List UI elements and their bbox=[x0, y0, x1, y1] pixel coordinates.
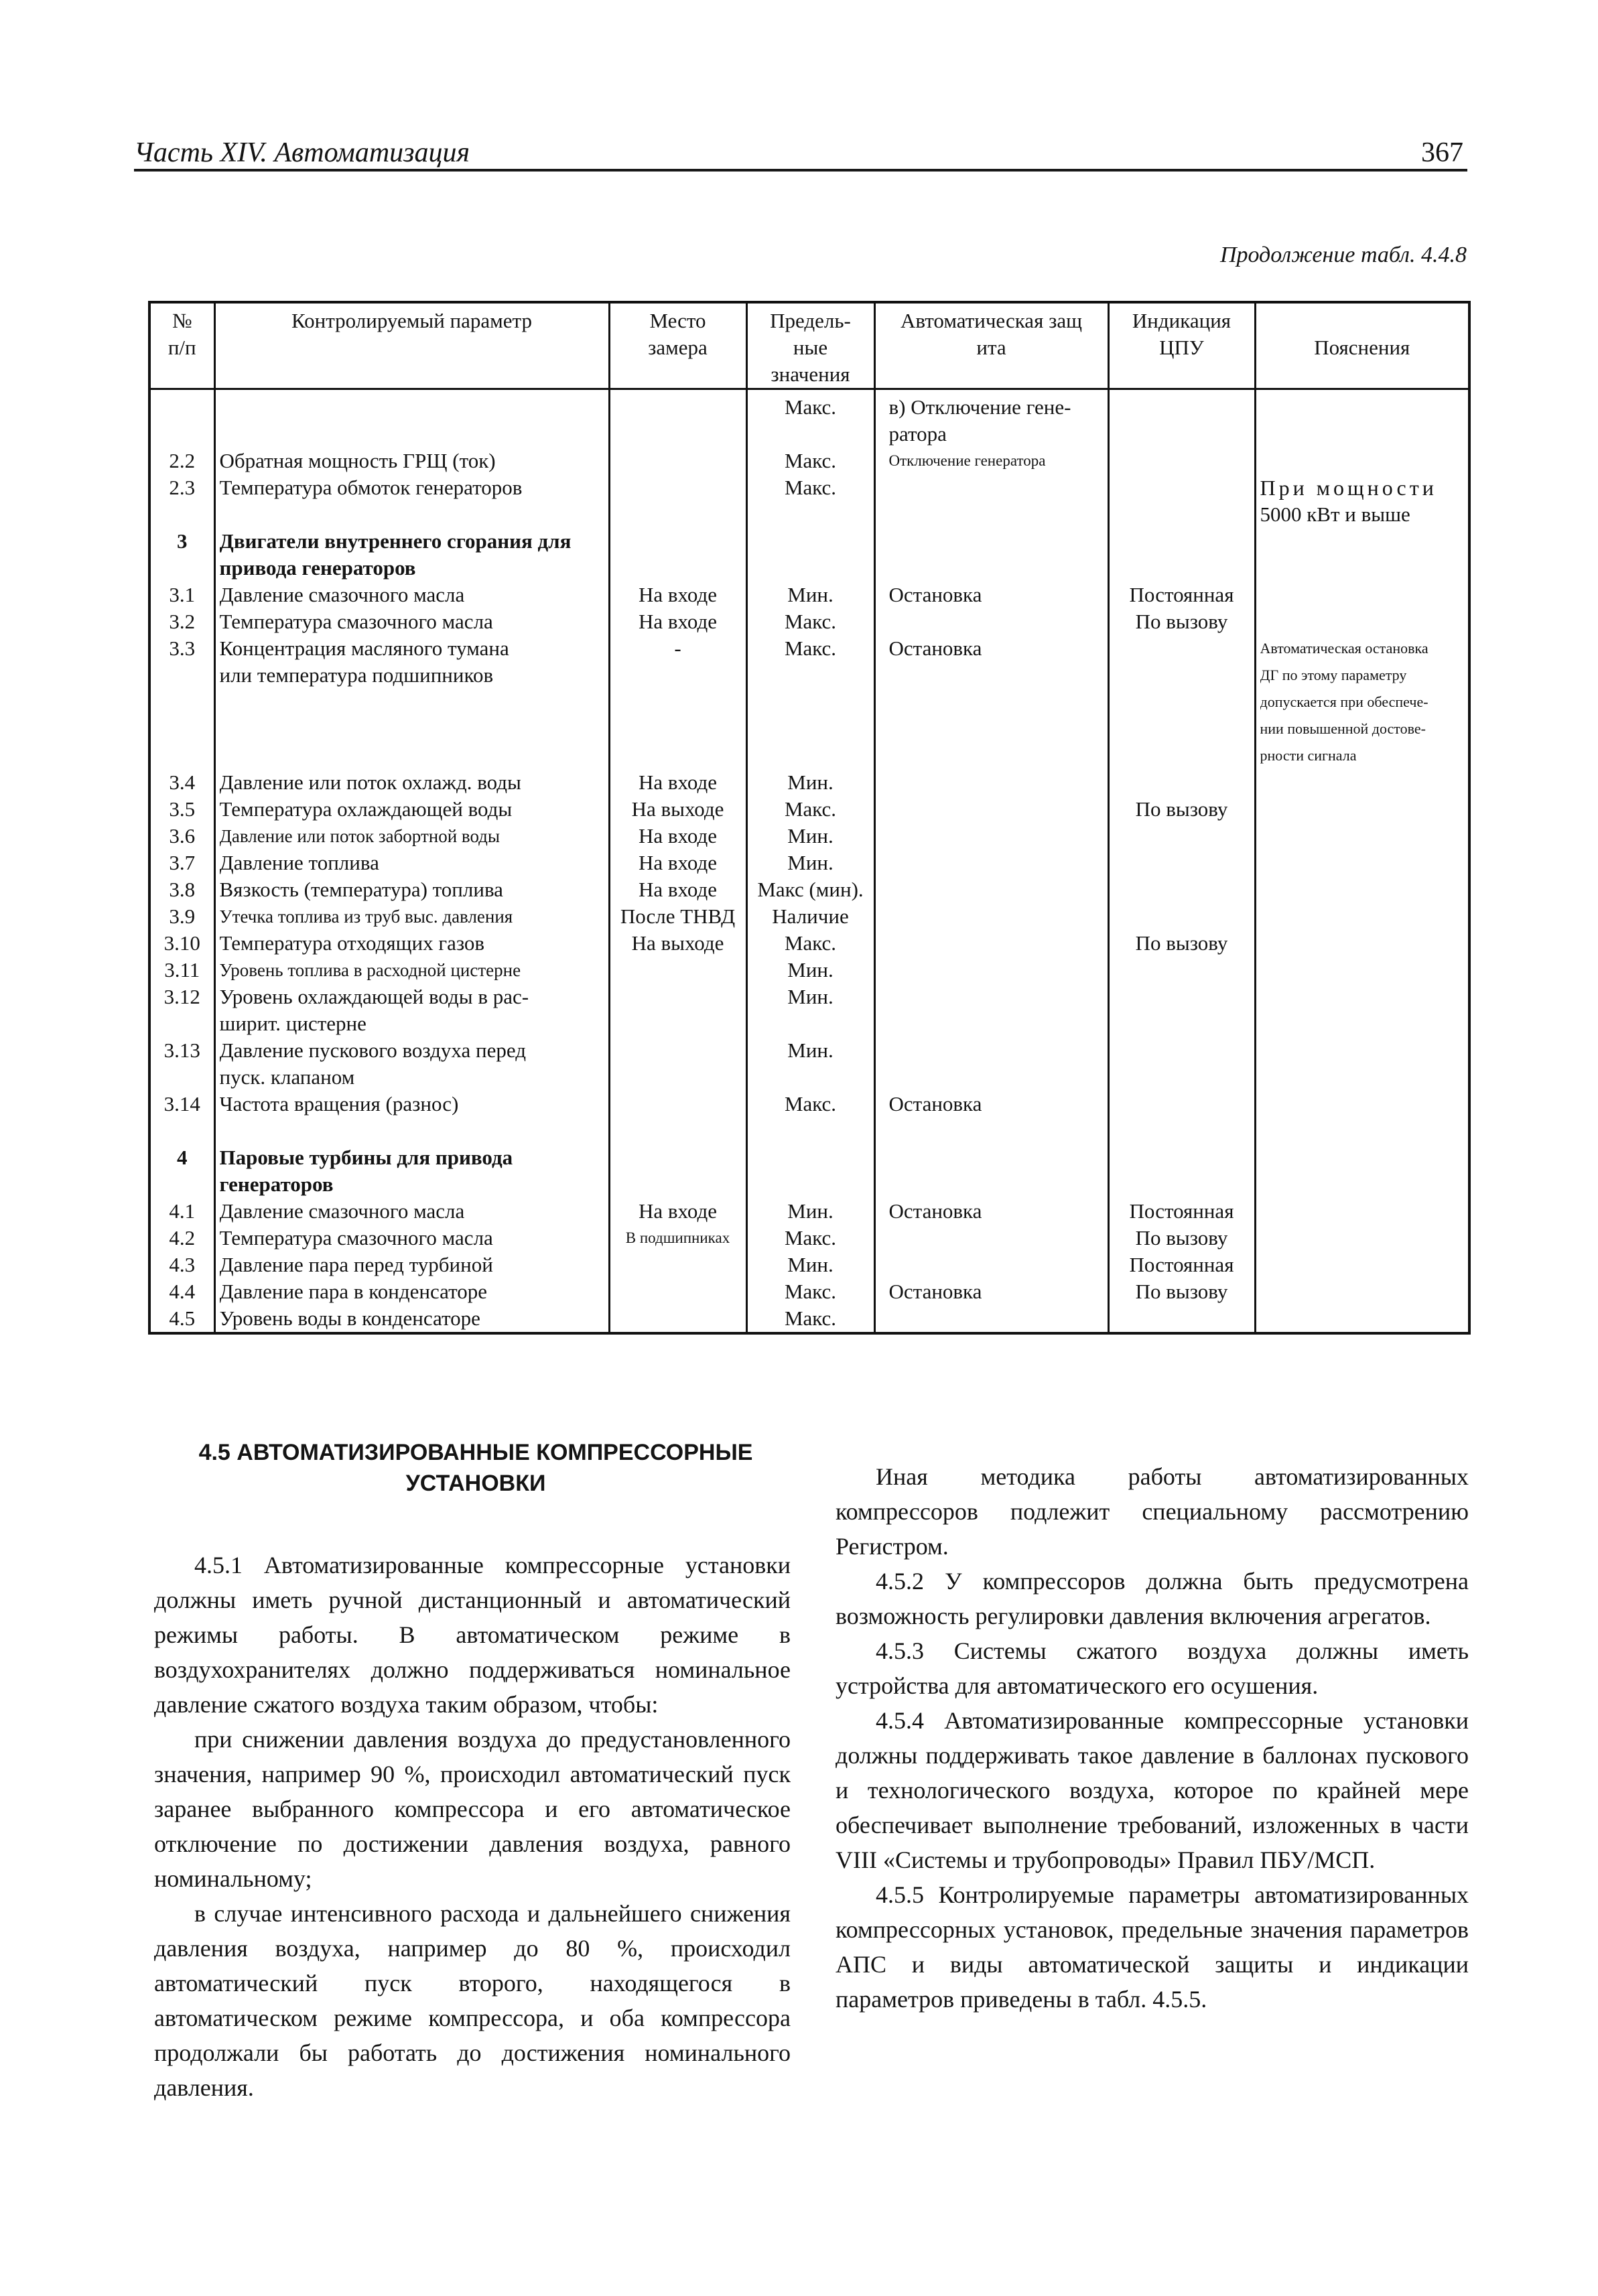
col4-line bbox=[752, 421, 870, 448]
col3-line bbox=[614, 957, 742, 984]
col3-line: На входе bbox=[639, 1199, 717, 1223]
col7-line bbox=[1260, 1091, 1465, 1118]
col2-line bbox=[220, 716, 604, 742]
col7-line bbox=[1260, 555, 1465, 582]
col3-line bbox=[614, 984, 742, 1010]
col2-line: Двигатели внутреннего сгорания для bbox=[219, 529, 572, 553]
page-header bbox=[134, 134, 1467, 172]
paragraph-4-5-1: 4.5.1 Автоматизированные компрессорные установки должны иметь ручной дистанционный и автоматический режимы работы. В автоматическом режиме в воздухохранителях должно поддерживаться номинальное давление сжатого воздуха таким образом, чтобы: bbox=[154, 1552, 791, 1718]
col7-line bbox=[1260, 1225, 1465, 1252]
col4-line bbox=[752, 1118, 870, 1144]
col3-line bbox=[614, 1037, 742, 1064]
col4-line bbox=[752, 501, 870, 528]
col2-line: Уровень топлива в расходной цистерне bbox=[219, 960, 521, 980]
col3-line: - bbox=[674, 636, 681, 660]
col4-line: Мин. bbox=[787, 1199, 834, 1223]
col2-line bbox=[220, 1118, 604, 1144]
col5-line bbox=[889, 930, 1104, 957]
col7-line bbox=[1260, 823, 1465, 850]
col3-line: В подшипниках bbox=[625, 1229, 730, 1246]
table-continuation-note: Продолжение табл. 4.4.8 bbox=[1219, 243, 1467, 267]
col1-line: 3.5 bbox=[169, 797, 196, 821]
col2-line bbox=[220, 394, 604, 421]
section-title: 4.5 АВТОМАТИЗИРОВАННЫЕ КОМПРЕССОРНЫЕ УСТАНОВКИ bbox=[198, 1440, 753, 1496]
col1-line: 3.3 bbox=[169, 636, 196, 660]
col5-line bbox=[889, 957, 1104, 984]
col3-line bbox=[614, 1305, 742, 1332]
col6-line bbox=[1114, 1171, 1250, 1198]
col2-line: привода генераторов bbox=[219, 556, 416, 580]
col5-line: Остановка bbox=[888, 1199, 982, 1223]
col2-line: Давление или поток забортной воды bbox=[219, 826, 501, 846]
col1-line: 4.5 bbox=[169, 1306, 196, 1330]
col4-line bbox=[752, 662, 870, 689]
col6-line bbox=[1114, 903, 1250, 930]
col5-line bbox=[889, 689, 1104, 716]
col4-line: Мин. bbox=[787, 851, 834, 874]
column-limit bbox=[746, 389, 874, 1334]
col7-line: рности сигнала bbox=[1260, 747, 1357, 764]
col3-line bbox=[614, 394, 742, 421]
col1-line bbox=[155, 742, 210, 769]
col1-line: 3.11 bbox=[164, 958, 200, 982]
col2-line: Давление пара в конденсаторе bbox=[219, 1280, 487, 1303]
col4-line: Макс. bbox=[784, 636, 837, 660]
col1-line: 3.8 bbox=[169, 878, 196, 901]
col6-line bbox=[1114, 1305, 1250, 1332]
col1-line: 3.13 bbox=[163, 1038, 200, 1062]
col7-line: ДГ по этому параметру bbox=[1260, 667, 1407, 683]
col6-line bbox=[1114, 823, 1250, 850]
col3-line: На входе bbox=[639, 770, 717, 794]
col1-line bbox=[155, 555, 210, 582]
col2-line: ширит. цистерне bbox=[219, 1012, 367, 1035]
col3-line bbox=[614, 1171, 742, 1198]
col5-line bbox=[889, 823, 1104, 850]
col4-line: Макс. bbox=[784, 476, 837, 499]
col5-line bbox=[889, 1305, 1104, 1332]
col1-line: 3.2 bbox=[169, 610, 196, 633]
col6-line: По вызову bbox=[1135, 797, 1228, 821]
col2-line bbox=[220, 689, 604, 716]
col7-line: нии повышенной достове- bbox=[1260, 720, 1426, 737]
col5-line bbox=[889, 501, 1104, 528]
col2-line: Температура отходящих газов bbox=[219, 931, 485, 955]
col1-line: 3.4 bbox=[169, 770, 196, 794]
col6-line bbox=[1114, 716, 1250, 742]
col2-line: Утечка топлива из труб выс. давления bbox=[219, 906, 513, 927]
col1-line: 2.3 bbox=[169, 476, 196, 499]
col4-line bbox=[752, 1144, 870, 1171]
col5-line: Остановка bbox=[888, 1280, 982, 1303]
col1-line bbox=[155, 716, 210, 742]
col1-line: 2.2 bbox=[169, 449, 196, 472]
column-indication bbox=[1108, 389, 1255, 1334]
header-param: Контролируемый параметр bbox=[214, 302, 609, 389]
col7-line bbox=[1260, 1198, 1465, 1225]
col7-line bbox=[1260, 1010, 1465, 1037]
col6-line: По вызову bbox=[1135, 931, 1228, 955]
col4-line: Макс (мин). bbox=[757, 878, 864, 901]
parameters-table bbox=[148, 301, 1471, 1335]
col5-line bbox=[889, 1118, 1104, 1144]
header-notes: Пояснения bbox=[1255, 302, 1469, 389]
col1-line: 4.1 bbox=[169, 1199, 196, 1223]
col5-line bbox=[889, 1037, 1104, 1064]
col4-line: Мин. bbox=[787, 958, 834, 982]
col7-line bbox=[1260, 1144, 1465, 1171]
col3-line bbox=[614, 474, 742, 501]
col7-line bbox=[1260, 421, 1465, 448]
col2-line: Давление или поток охлажд. воды bbox=[219, 770, 521, 794]
col3-line bbox=[614, 1278, 742, 1305]
col7-line bbox=[1260, 1118, 1465, 1144]
col5-line bbox=[889, 1225, 1104, 1252]
col3-line: На входе bbox=[639, 610, 717, 633]
col3-line bbox=[614, 689, 742, 716]
col1-line: 3.7 bbox=[169, 851, 196, 874]
col6-line bbox=[1114, 1118, 1250, 1144]
col4-line: Макс. bbox=[784, 1306, 837, 1330]
col6-line: По вызову bbox=[1135, 1280, 1228, 1303]
col2-line: Температура смазочного масла bbox=[219, 610, 493, 633]
col5-line bbox=[889, 769, 1104, 796]
col2-line: Давление пара перед турбиной bbox=[219, 1253, 493, 1276]
col1-line bbox=[155, 1171, 210, 1198]
col3-line: На выходе bbox=[631, 797, 724, 821]
col6-line bbox=[1114, 1144, 1250, 1171]
col4-line bbox=[752, 528, 870, 555]
col1-line: 4.4 bbox=[169, 1280, 196, 1303]
col6-line: По вызову bbox=[1135, 1226, 1228, 1250]
col6-line bbox=[1114, 1010, 1250, 1037]
col3-line: На входе bbox=[639, 824, 717, 848]
col5-line bbox=[889, 1144, 1104, 1171]
col5-line: Остановка bbox=[888, 636, 982, 660]
col4-line bbox=[752, 742, 870, 769]
col2-line: Температура охлаждающей воды bbox=[219, 797, 513, 821]
col7-line: Автоматическая остановка bbox=[1260, 640, 1428, 657]
paragraph-other-method: Иная методика работы автоматизированных компрессоров подлежит специальному рассмотрению Регистром. bbox=[836, 1463, 1469, 1560]
col4-line: Мин. bbox=[787, 1038, 834, 1062]
col6-line: Постоянная bbox=[1129, 583, 1234, 606]
col3-line bbox=[614, 1010, 742, 1037]
col5-line: Остановка bbox=[888, 583, 982, 606]
col2-line: или температура подшипников bbox=[219, 663, 494, 687]
col6-line bbox=[1114, 474, 1250, 501]
col7-line bbox=[1260, 957, 1465, 984]
col5-line bbox=[889, 1252, 1104, 1278]
col7-line bbox=[1260, 850, 1465, 876]
table-header-row bbox=[149, 302, 1469, 389]
col7-line bbox=[1260, 1278, 1465, 1305]
col6-line bbox=[1114, 501, 1250, 528]
col6-line bbox=[1114, 1064, 1250, 1091]
col5-line: ратора bbox=[888, 422, 947, 446]
running-title: Часть XIV. Автоматизация bbox=[134, 137, 470, 168]
left-column-text bbox=[154, 1548, 791, 2105]
col5-line bbox=[889, 1171, 1104, 1198]
col1-line: 4 bbox=[177, 1146, 188, 1169]
col2-line: Давление пускового воздуха перед bbox=[219, 1038, 526, 1062]
col5-line bbox=[889, 1064, 1104, 1091]
col1-line bbox=[155, 394, 210, 421]
col2-line bbox=[220, 421, 604, 448]
col7-line bbox=[1260, 394, 1465, 421]
col6-line: Постоянная bbox=[1129, 1253, 1234, 1276]
col3-line bbox=[614, 1064, 742, 1091]
col7-line: допускается при обеспече- bbox=[1260, 693, 1428, 710]
col2-line: Уровень охлаждающей воды в рас- bbox=[219, 985, 529, 1008]
col2-line bbox=[220, 501, 604, 528]
col5-line bbox=[889, 716, 1104, 742]
col1-line: 3.10 bbox=[163, 931, 200, 955]
col5-line bbox=[889, 903, 1104, 930]
col1-line bbox=[155, 662, 210, 689]
col7-line bbox=[1260, 1305, 1465, 1332]
col7-line bbox=[1260, 528, 1465, 555]
col6-line bbox=[1114, 957, 1250, 984]
col4-line: Макс. bbox=[784, 395, 837, 419]
col4-line: Наличие bbox=[772, 904, 849, 928]
column-number bbox=[149, 389, 214, 1334]
col3-line bbox=[614, 716, 742, 742]
header-limit: Предель- ные значения bbox=[746, 302, 874, 389]
col4-line: Макс. bbox=[784, 1226, 837, 1250]
col5-line bbox=[889, 474, 1104, 501]
col7-line bbox=[1260, 796, 1465, 823]
col4-line bbox=[752, 716, 870, 742]
col4-line: Мин. bbox=[787, 985, 834, 1008]
col3-line bbox=[614, 1252, 742, 1278]
column-parameter bbox=[214, 389, 609, 1334]
col1-line: 3.6 bbox=[169, 824, 196, 848]
col3-line bbox=[614, 421, 742, 448]
col4-line bbox=[752, 1064, 870, 1091]
paragraph-4-5-2: 4.5.2 У компрессоров должна быть предусмотрена возможность регулировки давления включения агрегатов. bbox=[836, 1568, 1469, 1629]
col4-line bbox=[752, 1010, 870, 1037]
col1-line: 3.14 bbox=[163, 1092, 200, 1116]
col6-line bbox=[1114, 394, 1250, 421]
col5-line bbox=[889, 796, 1104, 823]
col2-line: Уровень воды в конденсаторе bbox=[219, 1306, 480, 1330]
col1-line bbox=[155, 501, 210, 528]
col7-line bbox=[1260, 769, 1465, 796]
col6-line bbox=[1114, 662, 1250, 689]
col3-line bbox=[614, 1091, 742, 1118]
paragraph-4-5-1-b: в случае интенсивного расхода и дальнейшего снижения давления воздуха, например до 80 %, происходил автоматический пуск второго, находящегося в автоматическом режиме компрессора, и оба компрессора продолжали бы работать до достижения номинального давления. bbox=[154, 1900, 791, 2101]
col5-line bbox=[889, 984, 1104, 1010]
col6-line: Постоянная bbox=[1129, 1199, 1234, 1223]
col1-line bbox=[155, 421, 210, 448]
col5-line bbox=[889, 528, 1104, 555]
col6-line bbox=[1114, 528, 1250, 555]
col2-line: Давление смазочного масла bbox=[219, 1199, 465, 1223]
col2-line: генераторов bbox=[219, 1172, 334, 1196]
col3-line bbox=[614, 448, 742, 474]
col2-line: Температура обмоток генераторов bbox=[219, 476, 523, 499]
paragraph-4-5-3: 4.5.3 Системы сжатого воздуха должны иметь устройства для автоматического его осушения. bbox=[836, 1637, 1469, 1699]
col3-line bbox=[614, 501, 742, 528]
col4-line bbox=[752, 555, 870, 582]
col1-line bbox=[155, 1010, 210, 1037]
page-number: 367 bbox=[1421, 137, 1463, 168]
col4-line bbox=[752, 1171, 870, 1198]
paragraph-4-5-5: 4.5.5 Контролируемые параметры автоматизированных компрессорных установок, предельные значения параметров АПС и виды автоматической защиты и индикации параметров приведены в табл. 4.5.5. bbox=[836, 1881, 1469, 2013]
col6-line: По вызову bbox=[1135, 610, 1228, 633]
col1-line bbox=[155, 689, 210, 716]
col6-line bbox=[1114, 555, 1250, 582]
col7-line bbox=[1260, 1064, 1465, 1091]
col4-line: Макс. bbox=[784, 1280, 837, 1303]
col7-line bbox=[1260, 608, 1465, 635]
col6-line bbox=[1114, 742, 1250, 769]
col1-line: 4.2 bbox=[169, 1226, 196, 1250]
col7-line: При мощности bbox=[1260, 476, 1437, 500]
col4-line: Мин. bbox=[787, 1253, 834, 1276]
table-body bbox=[149, 389, 1469, 1334]
col7-line bbox=[1260, 1252, 1465, 1278]
col2-line: Обратная мощность ГРЩ (ток) bbox=[219, 449, 496, 472]
col1-line: 4.3 bbox=[169, 1253, 196, 1276]
col2-line: Давление топлива bbox=[219, 851, 379, 874]
col7-line bbox=[1260, 1171, 1465, 1198]
paragraph-4-5-4: 4.5.4 Автоматизированные компрессорные установки должны поддерживать такое давление в баллонах пускового и технологического воздуха, которое по крайней мере обеспечивает выполнение требований, изложенных в части VIII «Системы и трубопроводы» Правил ПБУ/МСП. bbox=[836, 1707, 1469, 1873]
col2-line bbox=[220, 742, 604, 769]
col3-line bbox=[614, 555, 742, 582]
right-column-text bbox=[836, 1459, 1469, 2017]
col5-line bbox=[889, 876, 1104, 903]
col4-line: Макс. bbox=[784, 797, 837, 821]
col3-line: После ТНВД bbox=[620, 904, 736, 928]
header-indication: Индикация ЦПУ bbox=[1108, 302, 1255, 389]
col4-line: Макс. bbox=[784, 1092, 837, 1116]
col1-line: 3.9 bbox=[169, 904, 196, 928]
col3-line bbox=[614, 742, 742, 769]
header-num: № п/п bbox=[149, 302, 214, 389]
col7-line bbox=[1260, 1037, 1465, 1064]
col3-line bbox=[614, 1144, 742, 1171]
col5-line: в) Отключение гене- bbox=[888, 395, 1071, 419]
column-notes bbox=[1255, 389, 1469, 1334]
paragraph-4-5-1-a: при снижении давления воздуха до предустановленного значения, например 90 %, происходил автоматический пуск заранее выбранного компрессора и его автоматическое отключение по достижении давления воздуха, равного номинальному; bbox=[154, 1726, 791, 1892]
col2-line: Частота вращения (разнос) bbox=[219, 1092, 459, 1116]
col1-line: 3.1 bbox=[169, 583, 196, 606]
col5-line bbox=[889, 608, 1104, 635]
col7-line bbox=[1260, 903, 1465, 930]
col7-line bbox=[1260, 582, 1465, 608]
col6-line bbox=[1114, 769, 1250, 796]
col4-line bbox=[752, 689, 870, 716]
col6-line bbox=[1114, 421, 1250, 448]
col2-line: Концентрация масляного тумана bbox=[219, 636, 509, 660]
col2-line: пуск. клапаном bbox=[219, 1065, 355, 1089]
col4-line: Макс. bbox=[784, 449, 837, 472]
col7-line bbox=[1260, 984, 1465, 1010]
column-protection bbox=[874, 389, 1108, 1334]
col4-line: Мин. bbox=[787, 583, 834, 606]
col6-line bbox=[1114, 984, 1250, 1010]
header-protection: Автоматическая защ ита bbox=[874, 302, 1108, 389]
col7-line bbox=[1260, 448, 1465, 474]
col7-line bbox=[1260, 930, 1465, 957]
col6-line bbox=[1114, 689, 1250, 716]
col3-line: На выходе bbox=[631, 931, 724, 955]
col3-line: На входе bbox=[639, 851, 717, 874]
col5-line bbox=[889, 850, 1104, 876]
col6-line bbox=[1114, 876, 1250, 903]
col1-line bbox=[155, 1064, 210, 1091]
col6-line bbox=[1114, 1037, 1250, 1064]
col2-line: Вязкость (температура) топлива bbox=[219, 878, 503, 901]
col6-line bbox=[1114, 1091, 1250, 1118]
col5-line bbox=[889, 662, 1104, 689]
col4-line: Макс. bbox=[784, 610, 837, 633]
col2-line: Паровые турбины для привода bbox=[219, 1146, 513, 1169]
col1-line bbox=[155, 1118, 210, 1144]
column-place bbox=[609, 389, 746, 1334]
col1-line: 3 bbox=[177, 529, 188, 553]
col6-line bbox=[1114, 448, 1250, 474]
col3-line bbox=[614, 528, 742, 555]
col4-line: Мин. bbox=[787, 824, 834, 848]
col3-line: На входе bbox=[639, 583, 717, 606]
col7-line: 5000 кВт и выше bbox=[1260, 502, 1410, 526]
col2-line: Давление смазочного масла bbox=[219, 583, 465, 606]
col5-line bbox=[889, 1010, 1104, 1037]
col1-line: 3.12 bbox=[163, 985, 200, 1008]
col3-line: На входе bbox=[639, 878, 717, 901]
col4-line: Макс. bbox=[784, 931, 837, 955]
col5-line: Остановка bbox=[888, 1092, 982, 1116]
col5-line bbox=[889, 555, 1104, 582]
col5-line: Отключение генератора bbox=[888, 452, 1046, 469]
col3-line bbox=[614, 662, 742, 689]
col2-line: Температура смазочного масла bbox=[219, 1226, 493, 1250]
col6-line bbox=[1114, 850, 1250, 876]
col7-line bbox=[1260, 876, 1465, 903]
col3-line bbox=[614, 1118, 742, 1144]
col4-line: Мин. bbox=[787, 770, 834, 794]
col5-line bbox=[889, 742, 1104, 769]
col6-line bbox=[1114, 635, 1250, 662]
header-place: Место замера bbox=[609, 302, 746, 389]
